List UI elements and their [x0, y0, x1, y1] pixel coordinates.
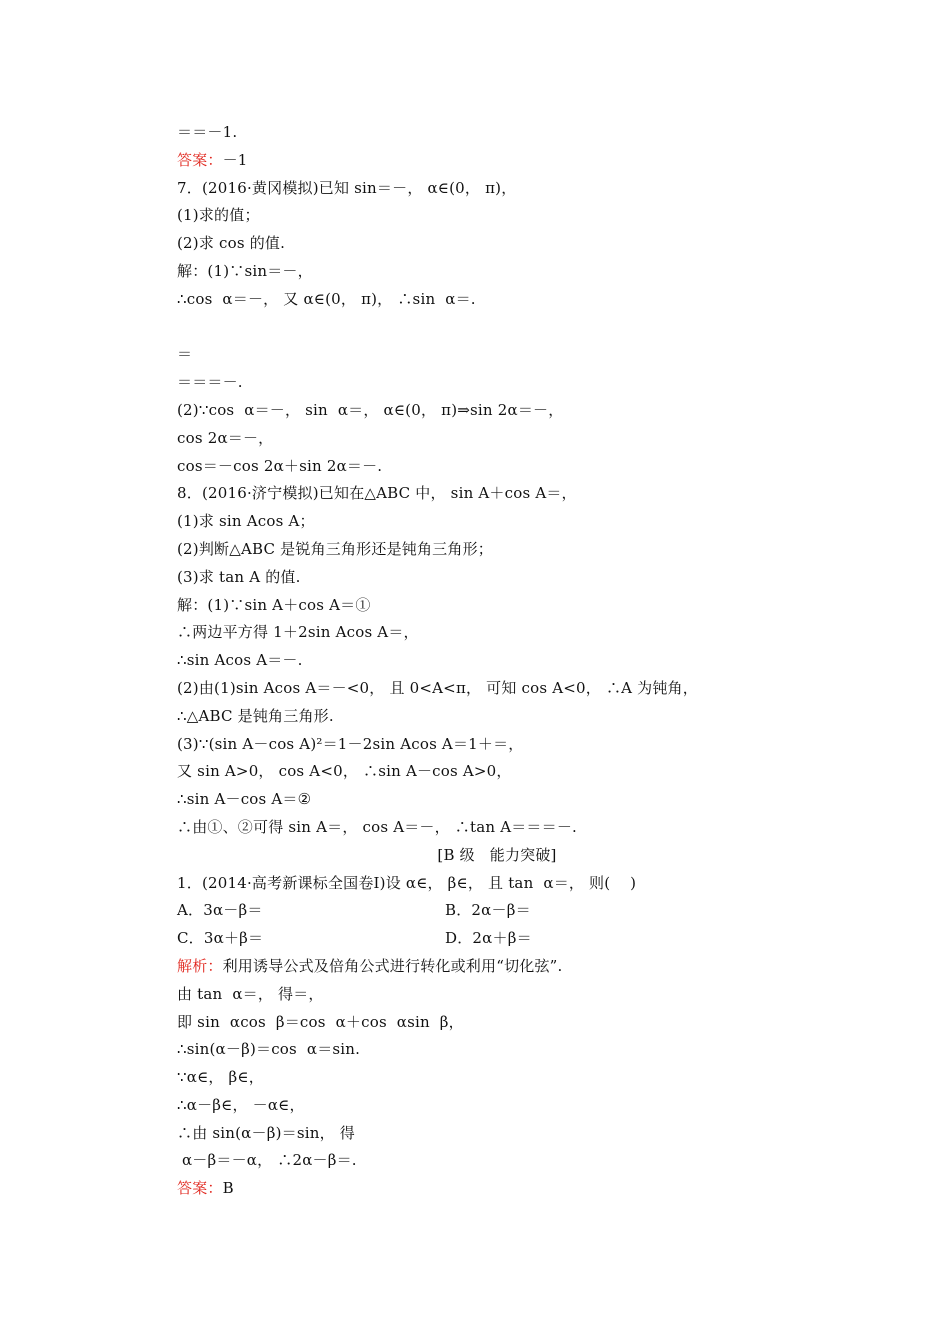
line-text: (2)由(1)sin Acos A＝－<0， 且 0<A<π， 可知 cos A<0， ∴A 为钝角， — [177, 678, 698, 697]
line-text: ＝ — [177, 345, 193, 364]
text-line — [177, 758, 817, 786]
text-line — [177, 341, 817, 369]
text-line — [177, 536, 817, 564]
line-text: ∴由①、②可得 sin A＝， cos A＝－， ∴tan A＝＝＝－. — [177, 817, 577, 836]
text-line — [177, 675, 817, 703]
text-line — [177, 480, 817, 508]
line-text: ＝＝－1. — [177, 123, 238, 141]
text-line — [177, 369, 817, 397]
line-text: cos 2α＝－， — [177, 428, 274, 447]
text-line — [177, 147, 817, 175]
text-line — [177, 870, 817, 898]
line-text: cos＝－cos 2α＋sin 2α＝－. — [177, 456, 383, 475]
line-text: ∴两边平方得 1＋2sin Acos A＝， — [177, 623, 419, 642]
text-line — [177, 202, 817, 230]
option-row — [177, 925, 817, 953]
line-text: ∴sin Acos A＝－. — [177, 651, 303, 670]
line-text: 7．(2016·黄冈模拟)已知 sin＝－， α∈(0， π)， — [177, 178, 517, 197]
line-text: α－β＝－α， ∴2α－β＝. — [177, 1151, 357, 1170]
line-text: (1)求的值； — [177, 206, 260, 225]
text-line — [177, 1064, 817, 1092]
line-text: 由 tan α＝， 得＝， — [177, 984, 324, 1003]
option-left: A．3α－β＝ — [177, 901, 263, 920]
text-line — [177, 647, 817, 675]
option-left: C．3α＋β＝ — [177, 929, 264, 948]
text-line — [177, 619, 817, 647]
text-line — [177, 230, 817, 258]
option-row — [177, 897, 817, 925]
line-text: ∴sin(α－β)＝cos α＝sin. — [177, 1040, 361, 1059]
answer-label: 解析： — [177, 956, 223, 975]
line-text: B — [222, 1179, 234, 1198]
text-line — [177, 508, 817, 536]
option-right: B．2α－β＝ — [445, 901, 531, 920]
line-text: ∴cos α＝－， 又 α∈(0， π)， ∴sin α＝. — [177, 289, 476, 308]
text-line — [177, 1009, 817, 1037]
line-text: 8．(2016·济宁模拟)已知在△ABC 中， sin A＋cos A＝， — [177, 484, 577, 503]
line-text: ∴sin A－cos A＝② — [177, 790, 312, 809]
line-text: ∵α∈， β∈， — [177, 1068, 264, 1087]
text-line — [177, 703, 817, 731]
answer-label: 答案： — [177, 150, 223, 169]
text-line — [177, 564, 817, 592]
line-text: [B 级 能力突破] — [437, 845, 557, 864]
line-text: ＝＝＝－. — [177, 373, 243, 392]
text-line — [177, 842, 817, 870]
line-text: (3)∵(sin A－cos A)²＝1－2sin Acos A＝1＋＝， — [177, 734, 524, 753]
text-line — [177, 981, 817, 1009]
answer-label: 答案： — [177, 1179, 223, 1198]
text-line — [177, 314, 817, 342]
text-line — [177, 453, 817, 481]
text-line — [177, 814, 817, 842]
line-text: (3)求 tan A 的值. — [177, 567, 301, 586]
line-text: ∴△ABC 是钝角三角形. — [177, 706, 334, 725]
text-line — [177, 786, 817, 814]
line-text: 解：(1)∵sin A＋cos A＝① — [177, 595, 371, 614]
line-text: ∴由 sin(α－β)＝sin， 得 — [177, 1123, 355, 1142]
text-line — [177, 1175, 817, 1203]
text-line — [177, 1092, 817, 1120]
document-body — [177, 119, 817, 1203]
line-text: (2)判断△ABC 是锐角三角形还是钝角三角形； — [177, 539, 493, 558]
line-text: 又 sin A>0， cos A<0， ∴sin A－cos A>0， — [177, 762, 512, 781]
line-text: (2)∵cos α＝－， sin α＝， α∈(0， π)⇒sin 2α＝－， — [177, 400, 564, 419]
text-line — [177, 119, 817, 147]
text-line — [177, 175, 817, 203]
line-text: (2)求 cos 的值. — [177, 234, 286, 253]
text-line — [177, 397, 817, 425]
text-line — [177, 731, 817, 759]
option-right: D．2α＋β＝ — [445, 929, 532, 948]
text-line — [177, 258, 817, 286]
text-line — [177, 1120, 817, 1148]
text-line — [177, 1036, 817, 1064]
line-text: 解：(1)∵sin＝－， — [177, 261, 313, 280]
text-line — [177, 953, 817, 981]
line-text: 即 sin αcos β＝cos α＋cos αsin β， — [177, 1012, 464, 1031]
line-text: ∴α－β∈， －α∈， — [177, 1095, 305, 1114]
text-line — [177, 286, 817, 314]
text-line — [177, 592, 817, 620]
text-line — [177, 1147, 817, 1175]
line-text: 利用诱导公式及倍角公式进行转化或利用“切化弦”. — [222, 956, 563, 975]
line-text: 1．(2014·高考新课标全国卷Ⅰ)设 α∈， β∈， 且 tan α＝， 则( ) — [177, 873, 637, 892]
line-text: －1 — [222, 150, 248, 169]
line-text: (1)求 sin Acos A； — [177, 512, 315, 531]
text-line — [177, 425, 817, 453]
